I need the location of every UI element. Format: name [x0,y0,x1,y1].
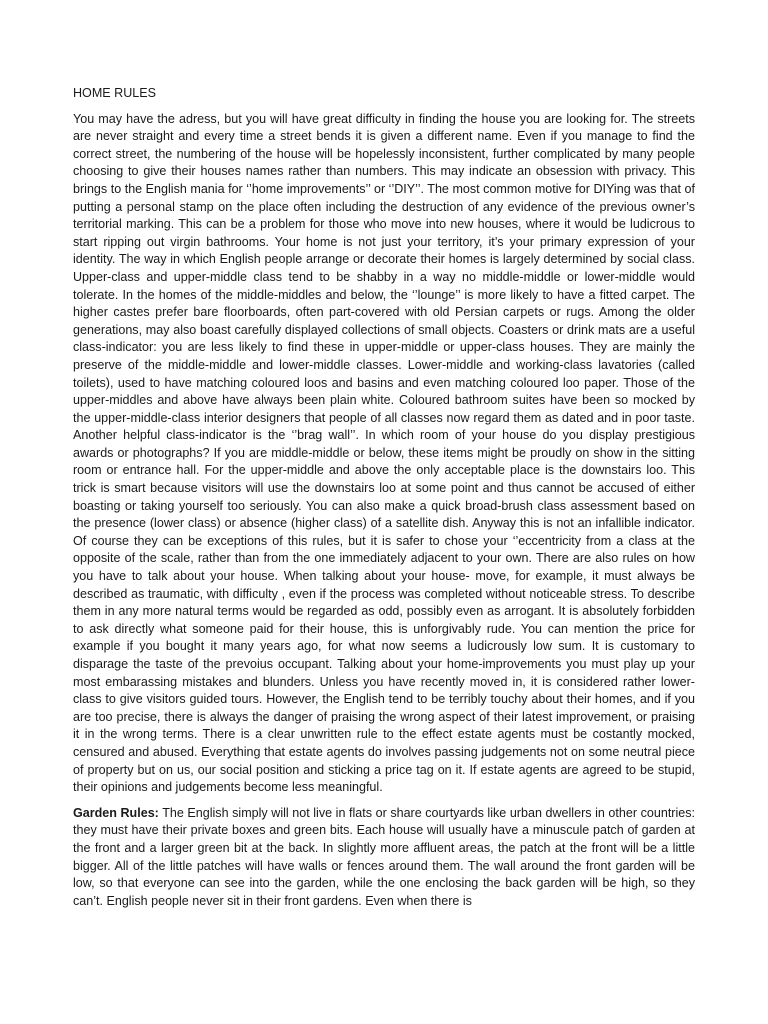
garden-rules-paragraph [73,805,695,911]
garden-rules-text: The English simply will not live in flats or share courtyards like urban dwellers in other countries: they must have their private boxes and green bits. Each house will usually have a minuscule patch of garden at the front and a larger green bit at the back. In slightly more affluent areas, the patch at the front will be a little bigger. All of the little patches will have walls or fences around them. The wall around the front garden will be low, so that everyone can see into the garden, while the one enclosing the back garden will be high, so they can’t. English people never sit in their front gardens. Even when there is [73,805,696,908]
document-title: HOME RULES [73,86,156,100]
garden-rules-heading: Garden Rules: [73,805,159,820]
document-body [73,85,695,918]
home-rules-paragraph: You may have the adress, but you will have great difficulty in finding the house you are looking for. The streets are never straight and every time a street bends it is given a different name. Even if you manage to find the correct street, the numbering of the house will be hopelessly inconsistent, further complicated by many people choosing to give their houses names rather than numbers. This may indicate an obsession with privacy. This brings to the English mania for ‘’home improvements’’ or ‘’DIY’’. The most common motive for DIYing was that of putting a personal stamp on the place often including the destruction of any evidence of the previous owner’s territorial marking. This can be a problem for those who move into new houses, where it would be ludicrous to start ripping out virgin bathrooms. Your home is not just your territory, it’s your primary expression of your identity. The way in which English people arrange or decorate their homes is largely determined by social class. Upper-class and upper-middle class tend to be shabby in a way no middle-middle or lower-middle would tolerate. In the homes of the middle-middles and below, the ‘’lounge’’ is more likely to have a fitted carpet. The higher castes prefer bare floorboards, often part-covered with old Persian carpets or rugs. Among the older generations, may also boast carefully displayed collections of small objects. Coasters or drink mats are a useful class-indicator: you are less likely to find these in upper-middle or upper-class houses. They are mainly the preserve of the middle-middle and lower-middle classes. Lower-middle and working-class lavatories (called toilets), used to have matching coloured loos and basins and even matching coloured loo paper. Those of the upper-middles and above have always been plain white. Coloured bathroom suites have been so mocked by the upper-middle-class interior designers that people of all classes now regard them as dated and in poor taste. Another helpful class-indicator is the ‘’brag wall’’. In which room of your house do you display prestigious awards or photographs? If you are middle-middle or below, these items might be proudly on show in the sitting room or entrance hall. For the upper-middle and above the only acceptable place is the downstairs loo. This trick is smart because visitors will use the downstairs loo at some point and thus cannot be accused of either boasting or taking yourself too seriously. You can also make a quick broad-brush class assessment based on the presence (lower class) or absence (higher class) of a satellite dish. Anyway this is not an infallible indicator. Of course they can be exceptions of this rules, but it is safer to chose your ‘’eccentricity from a class at the opposite of the scale, rather than from the one immediately adjacent to your own. There are also rules on how you have to talk about your house. When talking about your house- move, for example, it must always be described as traumatic, with difficulty , even if the process was completed without noticeable stress. To describe them in any more natural terms would be regarded as odd, possibly even as arrogant. It is absolutely forbidden to ask directly what someone paid for their house, this is unforgivably rude. You can mention the price for example if you bought it many years ago, for what now seems a ludicrously low sum. It is customary to disparage the taste of the prevoius occupant. Talking about your home-improvements you must play up your most embarassing mistakes and blunders. Unless you have recently moved in, it is considered rather lower-class to give visitors guided tours. However, the English tend to be terribly touchy about their homes, and if you are too precise, there is always the danger of praising the wrong aspect of their latest improvement, or praising it in the wrong terms. There is a clear unwritten rule to the effect estate agents must be costantly mocked, censured and abused. Everything that estate agents do involves passing judgements not on some neutral piece of property but on us, our social position and sticking a price tag on it. If estate agents are agreed to be stupid, their opinions and judgements become less meaningful. [73,111,695,795]
